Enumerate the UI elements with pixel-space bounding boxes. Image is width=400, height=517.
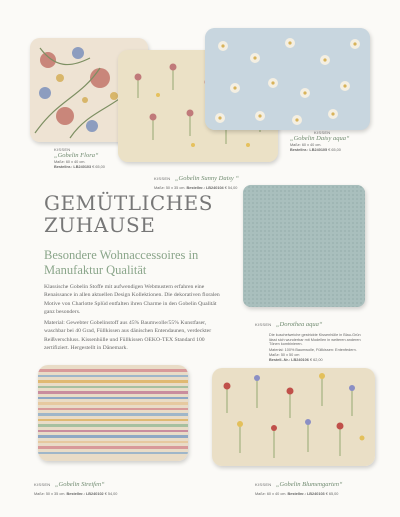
caption-kind: KISSEN	[34, 482, 51, 487]
product-size: Maße: 60 x 40 cm.	[255, 492, 287, 496]
product-name: „Gobelin Daisy aqua“	[290, 135, 350, 142]
headline-line-2: ZUHAUSE	[44, 213, 156, 237]
product-name: „Gobelin Sunny Daisy “	[174, 175, 240, 182]
product-name: „Gobelin Blumengarten“	[275, 481, 343, 488]
product-size: Maße: 60 x 40 cm.	[290, 143, 322, 148]
caption-kind: KISSEN	[255, 322, 272, 327]
product-material: Material: 100% Baumwolle, Füllkissen: Entenfedern. Maße: 50 x 50 cm	[269, 348, 357, 357]
knit-texture-dorothea	[243, 185, 365, 307]
order-label: Bestellnr.:	[54, 164, 74, 169]
caption-gobelin-daisy-aqua	[290, 130, 380, 153]
headline	[44, 192, 234, 236]
product-price: € 65,00	[92, 164, 105, 169]
product-order-line	[255, 358, 367, 363]
caption-title-line	[34, 472, 154, 492]
product-order-line	[290, 148, 380, 153]
order-label: Bestellnr.:	[66, 492, 86, 496]
product-name: „Dorothea aqua“	[275, 321, 323, 328]
pillow-gobelin-streifen-image	[38, 365, 188, 461]
order-number: LB240103	[73, 164, 92, 169]
product-price: € 65,00	[328, 147, 341, 152]
product-size-order-line	[255, 492, 375, 497]
body-text	[44, 283, 222, 352]
caption-kind: KISSEN	[54, 147, 71, 152]
order-number: LB240105	[309, 147, 328, 152]
product-name: „Gobelin Flora“	[54, 152, 99, 159]
stripe-pattern-streifen	[38, 365, 188, 461]
wildflower-pattern-blumengarten	[212, 368, 375, 466]
caption-gobelin-flora	[54, 147, 134, 170]
order-number: LB240104	[205, 186, 224, 190]
caption-kind: KISSEN	[255, 482, 272, 487]
order-number: LB240106	[291, 357, 309, 362]
caption-kind: KISSEN	[154, 176, 171, 181]
subheadline	[44, 248, 244, 278]
caption-gobelin-streifen	[34, 472, 154, 497]
subheadline-line-1: Besondere Wohnaccessoires in	[44, 248, 199, 262]
headline-line-1: GEMÜTLICHES	[44, 191, 213, 215]
product-price: € 54,00	[104, 492, 118, 496]
daisy-pattern-aqua	[205, 28, 370, 130]
body-paragraph-2: Material: Gewebter Gobelinstoff aus 45% Baumwolle/55% Kunstfaser, waschbar bei 40 Grad, Füllkissen aus dänischen Entendaunen, verdeckter Reißverschluss. Kissenhülle und Füllkissen OEKO-TEX Standard 100 zertifiziert. Hergestellt in Dänemark.	[44, 320, 212, 351]
product-size: Maße: 60 x 40 cm.	[54, 160, 86, 165]
caption-title-line	[255, 312, 367, 332]
pillow-dorothea-aqua-image	[243, 185, 365, 307]
body-paragraph-1: Klassische Gobelin Stoffe mit aufwendigen Webmustern erfahren eine Renaissance in allen aktuellen Design Kollektionen. Die dekorativen floralen Motive von Charlotte Splüd entfalten ihren Charme in den Gobelin Qualität ganz besonders.	[44, 284, 220, 315]
order-label: Bestell.-Nr.:	[269, 357, 292, 362]
product-price: € 65,00	[325, 492, 339, 496]
pillow-gobelin-blumengarten-image	[212, 368, 375, 466]
order-label: Bestellnr.:	[290, 147, 310, 152]
subheadline-line-2: Manufaktur Qualität	[44, 263, 147, 277]
product-size: Maße: 50 x 35 cm.	[34, 492, 66, 496]
order-number: LB240102	[85, 492, 104, 496]
pillow-gobelin-daisy-aqua-image	[205, 28, 370, 130]
caption-dorothea-aqua	[255, 312, 367, 362]
product-price: € 54,00	[224, 186, 238, 190]
order-label: Bestellnr.:	[186, 186, 206, 190]
product-price: € 62,00	[309, 357, 323, 362]
product-order-line	[54, 165, 134, 170]
caption-title-line	[255, 472, 375, 492]
caption-title-line	[154, 166, 284, 186]
product-description: Die kuschelweiche gestrickte Kissenhülle in Blau-Grün lässt sich wunderbar mit Modellen in weiteren anderen Tönen kombinieren.	[269, 333, 361, 347]
product-size-order-line	[34, 492, 154, 497]
caption-kind: KISSEN	[314, 130, 331, 135]
product-name: „Gobelin Streifen“	[54, 481, 105, 488]
order-label: Bestellnr.:	[287, 492, 307, 496]
product-size: Maße: 50 x 35 cm.	[154, 186, 186, 190]
order-number: LB240103	[306, 492, 325, 496]
caption-gobelin-blumengarten	[255, 472, 375, 497]
